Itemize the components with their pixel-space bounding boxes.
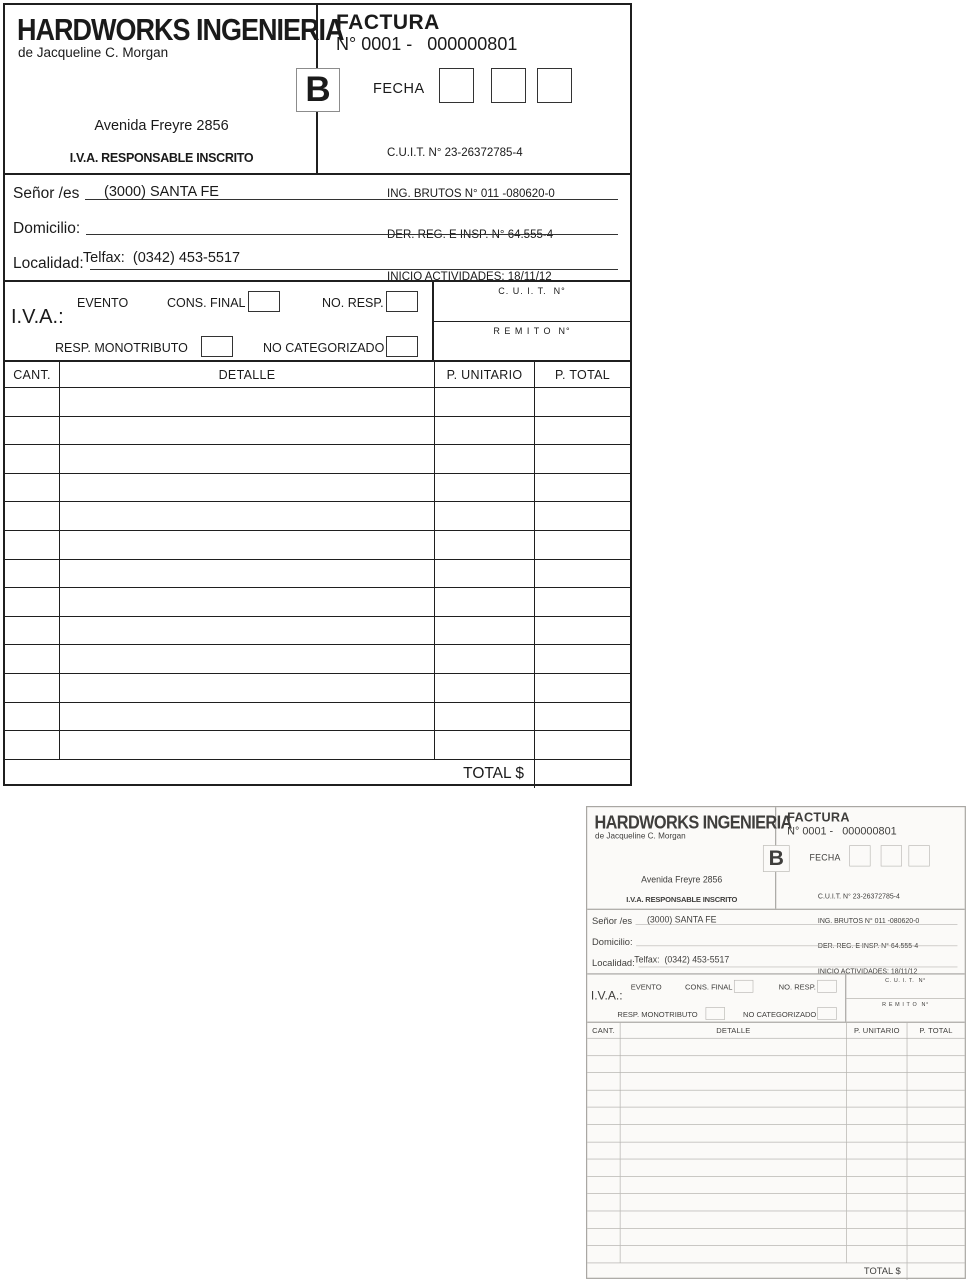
customer-name-label: Señor /es — [13, 185, 80, 202]
column-header-cant: CANT. — [5, 362, 60, 387]
table-cell — [847, 1177, 907, 1194]
table-empty-row — [5, 617, 630, 646]
table-cell — [5, 417, 60, 445]
table-cell — [587, 1177, 620, 1194]
table-cell — [620, 1073, 847, 1090]
table-header-row — [5, 362, 630, 388]
invoice-letter-box — [296, 68, 340, 112]
iva-title: I.V.A.: — [11, 306, 64, 328]
company-phone: Telfax: (0342) 453-5517 — [634, 955, 730, 965]
iva-cons-final-checkbox — [248, 291, 280, 312]
table-empty-row — [5, 560, 630, 589]
table-cell — [620, 1177, 847, 1194]
table-empty-row — [587, 1108, 965, 1125]
fiscal-cuit: C.U.I.T. N° 23-26372785-4 — [817, 892, 900, 900]
table-cell — [535, 560, 630, 588]
invoice-original — [3, 3, 632, 786]
iva-section — [587, 975, 965, 1023]
table-cell — [847, 1125, 907, 1142]
table-cell — [5, 560, 60, 588]
table-cell — [535, 645, 630, 673]
table-cell — [587, 1073, 620, 1090]
table-cell — [587, 1125, 620, 1142]
table-cell — [435, 531, 535, 559]
table-cell — [847, 1142, 907, 1159]
table-cell — [587, 1108, 620, 1125]
column-header-p-unitario: P. UNITARIO — [435, 362, 535, 387]
iva-monotributo-label: RESP. MONOTRIBUTO — [617, 1010, 698, 1019]
table-cell — [535, 617, 630, 645]
table-cell — [60, 502, 435, 530]
table-cell — [587, 1194, 620, 1211]
column-header-p-total: P. TOTAL — [919, 1026, 953, 1035]
table-cell — [620, 1090, 847, 1107]
table-cell — [620, 1142, 847, 1159]
fiscal-der-reg: DER. REG. E INSP. N° 64.555-4 — [817, 942, 919, 950]
invoice-letter: B — [305, 70, 331, 109]
company-address-city: (3000) SANTA FE — [647, 915, 717, 925]
table-cell — [5, 674, 60, 702]
table-empty-row — [5, 502, 630, 531]
table-cell — [907, 1108, 964, 1125]
customer-name-label: Señor /es — [592, 915, 633, 927]
table-cell — [5, 474, 60, 502]
iva-section — [5, 282, 630, 362]
table-cell — [435, 731, 535, 759]
document-type: FACTURA — [336, 11, 440, 34]
table-empty-row — [5, 588, 630, 617]
table-body — [5, 388, 630, 760]
table-cell — [435, 617, 535, 645]
table-cell — [60, 674, 435, 702]
table-empty-row — [5, 703, 630, 732]
table-cell — [907, 1056, 964, 1073]
customer-name-line — [85, 199, 618, 200]
table-cell — [535, 731, 630, 759]
table-cell — [60, 731, 435, 759]
date-year-box — [909, 845, 930, 866]
date-label: FECHA — [373, 81, 425, 97]
remito-box: R E M I T O N° — [882, 1000, 929, 1007]
table-cell — [587, 1160, 620, 1177]
iva-monotributo-checkbox — [706, 1007, 725, 1020]
table-cell — [60, 617, 435, 645]
customer-address-line — [86, 234, 618, 235]
table-cell — [907, 1246, 964, 1263]
table-empty-row — [587, 1177, 965, 1194]
table-cell — [847, 1090, 907, 1107]
iva-status-block — [5, 282, 432, 360]
iva-monotributo-label: RESP. MONOTRIBUTO — [55, 341, 188, 355]
reference-block — [432, 282, 630, 360]
table-cell — [60, 417, 435, 445]
table-cell — [847, 1246, 907, 1263]
company-address-street: Avenida Freyre 2856 — [94, 118, 229, 134]
column-header-p-total: P. TOTAL — [555, 367, 610, 382]
iva-status-block — [587, 975, 845, 1022]
table-cell — [620, 1246, 847, 1263]
table-cell — [435, 388, 535, 416]
table-cell — [847, 1039, 907, 1056]
customer-cuit-box: C. U. I. T. N° — [846, 975, 964, 999]
table-empty-row — [587, 1056, 965, 1073]
iva-monotributo-checkbox — [201, 336, 233, 357]
fiscal-ing-brutos: ING. BRUTOS N° 011 -080620-0 — [387, 187, 555, 200]
items-table — [587, 1023, 965, 1280]
table-header-row — [587, 1023, 965, 1039]
table-cell — [847, 1108, 907, 1125]
table-empty-row — [587, 1246, 965, 1263]
table-empty-row — [587, 1073, 965, 1090]
document-number: N° 0001 - 000000801 — [787, 824, 897, 837]
invoice-letter: B — [768, 846, 784, 871]
iva-no-resp-checkbox — [386, 291, 418, 312]
invoice-duplicate-copy — [586, 806, 966, 1279]
table-cell — [5, 617, 60, 645]
table-cell — [435, 588, 535, 616]
company-name: HARDWORKS INGENIERIA — [594, 812, 792, 833]
date-year-box — [537, 68, 572, 103]
table-cell — [5, 703, 60, 731]
column-header-p-unitario: P. UNITARIO — [847, 1023, 907, 1038]
items-table — [5, 362, 630, 788]
customer-city-line — [638, 967, 957, 968]
customer-address-row — [5, 210, 630, 245]
table-cell — [5, 445, 60, 473]
customer-address-label: Domicilio: — [13, 220, 81, 237]
iva-evento-label: EVENTO — [630, 982, 662, 992]
table-cell — [587, 1142, 620, 1159]
iva-title: I.V.A.: — [590, 989, 623, 1003]
table-cell — [587, 1039, 620, 1056]
table-cell — [5, 388, 60, 416]
remito-box: R E M I T O N° — [493, 325, 571, 336]
table-body — [587, 1039, 965, 1264]
table-cell — [907, 1194, 964, 1211]
table-cell — [60, 588, 435, 616]
document-type: FACTURA — [787, 810, 850, 825]
table-empty-row — [5, 417, 630, 446]
total-label: TOTAL $ — [587, 1263, 907, 1280]
fiscal-inicio-actividades: INICIO ACTIVIDADES: 18/11/12 — [387, 270, 552, 283]
fiscal-ing-brutos: ING. BRUTOS N° 011 -080620-0 — [817, 917, 920, 925]
company-name: HARDWORKS INGENIERIA — [17, 13, 344, 47]
table-empty-row — [5, 645, 630, 674]
table-cell — [435, 674, 535, 702]
customer-city-line — [90, 269, 618, 270]
table-cell — [620, 1194, 847, 1211]
company-iva-condition: I.V.A. RESPONSABLE INSCRITO — [69, 151, 254, 165]
iva-no-categorizado-checkbox — [817, 1007, 836, 1020]
table-cell — [435, 445, 535, 473]
table-cell — [907, 1177, 964, 1194]
table-cell — [620, 1160, 847, 1177]
customer-name-row — [587, 910, 965, 931]
table-cell — [907, 1039, 964, 1056]
table-cell — [60, 445, 435, 473]
table-total-row — [587, 1263, 965, 1280]
reference-block — [845, 975, 965, 1022]
table-cell — [435, 502, 535, 530]
table-cell — [60, 474, 435, 502]
company-address-street: Avenida Freyre 2856 — [641, 875, 723, 886]
customer-section — [5, 175, 630, 282]
table-cell — [535, 417, 630, 445]
iva-no-resp-label: NO. RESP. — [778, 982, 816, 992]
table-cell — [535, 388, 630, 416]
table-cell — [847, 1211, 907, 1228]
table-cell — [847, 1073, 907, 1090]
column-header-cant: CANT. — [587, 1023, 620, 1038]
table-cell — [587, 1090, 620, 1107]
table-cell — [847, 1229, 907, 1246]
table-cell — [5, 645, 60, 673]
customer-city-row — [5, 245, 630, 280]
table-cell — [907, 1073, 964, 1090]
table-cell — [587, 1246, 620, 1263]
customer-address-line — [636, 946, 957, 947]
company-owner: de Jacqueline C. Morgan — [595, 831, 686, 841]
table-cell — [435, 474, 535, 502]
customer-name-line — [636, 924, 958, 925]
iva-no-resp-label: NO. RESP. — [322, 296, 384, 310]
table-cell — [620, 1211, 847, 1228]
customer-address-row — [587, 931, 965, 952]
fiscal-cuit: C.U.I.T. N° 23-26372785-4 — [387, 146, 523, 159]
table-cell — [907, 1142, 964, 1159]
table-empty-row — [587, 1142, 965, 1159]
table-cell — [907, 1160, 964, 1177]
table-empty-row — [5, 474, 630, 503]
table-cell — [907, 1211, 964, 1228]
table-cell — [535, 674, 630, 702]
column-header-detalle: DETALLE — [620, 1023, 847, 1038]
total-value-cell — [907, 1263, 964, 1280]
table-cell — [5, 731, 60, 759]
company-iva-condition: I.V.A. RESPONSABLE INSCRITO — [626, 895, 738, 904]
table-cell — [587, 1211, 620, 1228]
customer-address-label: Domicilio: — [592, 937, 633, 948]
table-empty-row — [587, 1229, 965, 1246]
table-cell — [435, 645, 535, 673]
table-cell — [907, 1229, 964, 1246]
date-day-box — [849, 845, 870, 866]
table-cell — [60, 645, 435, 673]
iva-no-categorizado-label: NO CATEGORIZADO — [743, 1010, 817, 1019]
iva-no-resp-checkbox — [817, 980, 836, 993]
table-cell — [535, 531, 630, 559]
invoice-letter-box — [763, 845, 790, 872]
table-cell — [847, 1194, 907, 1211]
table-empty-row — [5, 731, 630, 760]
table-cell — [620, 1039, 847, 1056]
fiscal-inicio-actividades: INICIO ACTIVIDADES: 18/11/12 — [817, 967, 918, 975]
table-cell — [435, 703, 535, 731]
table-cell — [535, 445, 630, 473]
table-cell — [620, 1056, 847, 1073]
date-month-box — [491, 68, 526, 103]
table-cell — [5, 502, 60, 530]
table-cell — [60, 703, 435, 731]
iva-evento-label: EVENTO — [77, 296, 129, 310]
table-empty-row — [587, 1125, 965, 1142]
table-empty-row — [587, 1090, 965, 1107]
table-empty-row — [5, 388, 630, 417]
table-cell — [535, 502, 630, 530]
table-cell — [5, 531, 60, 559]
customer-section — [587, 910, 965, 975]
table-cell — [907, 1090, 964, 1107]
date-month-box — [881, 845, 902, 866]
table-empty-row — [587, 1160, 965, 1177]
table-cell — [587, 1229, 620, 1246]
table-empty-row — [587, 1211, 965, 1228]
date-day-box — [439, 68, 474, 103]
document-block — [318, 5, 630, 283]
invoice-sheet — [586, 806, 966, 1279]
table-empty-row — [587, 1194, 965, 1211]
document-number: N° 0001 - 000000801 — [336, 34, 518, 54]
table-cell — [907, 1125, 964, 1142]
table-cell — [435, 417, 535, 445]
table-cell — [620, 1229, 847, 1246]
iva-cons-final-label: CONS. FINAL — [685, 982, 733, 992]
table-cell — [620, 1108, 847, 1125]
table-empty-row — [5, 445, 630, 474]
table-cell — [847, 1056, 907, 1073]
table-empty-row — [587, 1039, 965, 1056]
customer-city-row — [587, 952, 965, 973]
table-cell — [60, 388, 435, 416]
table-total-row — [5, 760, 630, 788]
iva-cons-final-checkbox — [734, 980, 753, 993]
table-cell — [535, 703, 630, 731]
customer-city-label: Localidad: — [13, 255, 84, 272]
table-cell — [60, 531, 435, 559]
iva-cons-final-label: CONS. FINAL — [167, 296, 246, 310]
table-cell — [535, 474, 630, 502]
company-phone: Telfax: (0342) 453-5517 — [82, 250, 241, 266]
table-empty-row — [5, 674, 630, 703]
table-cell — [535, 588, 630, 616]
document-block — [776, 807, 964, 975]
iva-no-categorizado-label: NO CATEGORIZADO — [263, 341, 385, 355]
total-label: TOTAL $ — [5, 760, 535, 788]
fiscal-der-reg: DER. REG. E INSP. N° 64.555-4 — [387, 229, 554, 242]
customer-name-row — [5, 175, 630, 210]
table-cell — [620, 1125, 847, 1142]
table-cell — [847, 1160, 907, 1177]
total-value-cell — [535, 760, 630, 788]
table-cell — [587, 1056, 620, 1073]
company-address-city: (3000) SANTA FE — [104, 184, 219, 200]
table-empty-row — [5, 531, 630, 560]
date-label: FECHA — [809, 853, 841, 863]
table-cell — [5, 588, 60, 616]
table-cell — [435, 560, 535, 588]
company-owner: de Jacqueline C. Morgan — [18, 45, 169, 60]
column-header-detalle: DETALLE — [60, 362, 435, 387]
customer-city-label: Localidad: — [592, 958, 635, 969]
iva-no-categorizado-checkbox — [386, 336, 418, 357]
customer-cuit-box: C. U. I. T. N° — [434, 282, 630, 322]
invoice-sheet — [3, 3, 632, 786]
table-cell — [60, 560, 435, 588]
